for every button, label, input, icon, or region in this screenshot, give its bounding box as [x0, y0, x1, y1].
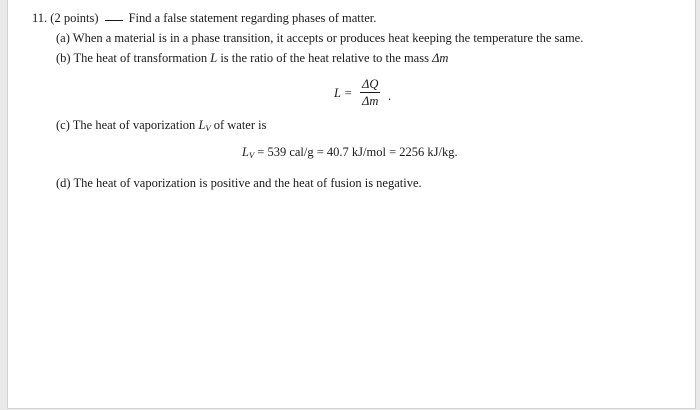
- option-d: [56, 176, 422, 191]
- option-b-symbol: L: [210, 51, 218, 65]
- equation-b-lhs: L =: [334, 86, 353, 100]
- answer-blank[interactable]: [105, 19, 123, 21]
- option-c-text-after: of water is: [213, 118, 267, 132]
- equation-c-rhs: = 539 cal/g = 40.7 kJ/mol = 2256 kJ/kg.: [254, 145, 458, 159]
- equation-c-lhs: $L_V$: [242, 145, 255, 160]
- option-c-symbol: $L_V$: [198, 118, 211, 133]
- option-b-label: (b): [56, 51, 71, 65]
- equation-c: [242, 145, 458, 163]
- equation-b-denominator: Δm: [362, 94, 379, 108]
- option-b-text-after: is the ratio of the heat relative to the mass: [220, 51, 429, 65]
- option-c: [56, 118, 266, 136]
- equation-b-fraction: [360, 77, 380, 108]
- option-d-text: The heat of vaporization is positive and the heat of fusion is negative.: [73, 176, 422, 190]
- option-c-text-before: The heat of vaporization: [72, 118, 196, 132]
- equation-b-numerator: ΔQ: [362, 77, 379, 91]
- question-prompt: Find a false statement regarding phases of matter.: [128, 11, 377, 25]
- option-b-text-before: The heat of transformation: [73, 51, 208, 65]
- option-d-label: (d): [56, 176, 71, 190]
- question-number: 11.: [32, 11, 48, 25]
- option-b-mass-symbol: Δm: [432, 51, 449, 65]
- question-header: [32, 11, 376, 26]
- equation-b-end: .: [388, 89, 392, 103]
- option-a-text: When a material is in a phase transition, it accepts or produces heat keeping the temperature the same.: [72, 31, 584, 45]
- option-a-label: (a): [56, 31, 70, 45]
- option-b: [56, 51, 448, 66]
- option-c-label: (c): [56, 118, 70, 132]
- question-points: (2 points): [50, 11, 99, 25]
- document-page: [7, 0, 696, 409]
- option-a: [56, 31, 583, 46]
